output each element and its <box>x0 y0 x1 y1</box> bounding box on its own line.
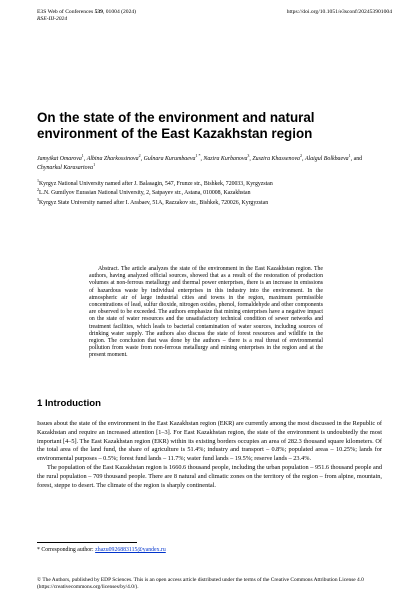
abstract-text: Abstract. The article analyzes the state of the environment in the East Kazakhstan region. The authors, having analyzed official sources, showed that as a result of the restoration of production volumes at non-ferrous metallurgy and thermal power enterprises, there is an increase in emissions of hazardous waste by individual enterprises in this industry into the environment. In the atmospheric air of large industrial cities and towns in the region, maximum permissible concentrations of lead, sulfur dioxide, nitrogen oxides, phenol, formaldehyde and other components are observed to be exceeded. The authors emphasize that mining enterprises have a negative impact on the state of water resources and the unsatisfactory technical condition of sewer networks and treatment facilities, which leads to bacterial contamination of water sources, including sources of drinking water supply. The authors also discuss the state of forest resources and wildlife in the region. The conclusion that was done by the authors – there is a real threat of environmental pollution from waste from non-ferrous metallurgy and mining enterprises in the region and at the present moment. <box>89 266 323 359</box>
author-name: Gulnara Kurumbaeva <box>143 156 196 162</box>
author-separator: , and <box>350 156 363 162</box>
author-name: Jamyikat Omarova <box>37 156 82 162</box>
author-affil-mark: 1 * <box>195 153 201 159</box>
author-affil-mark: 3 <box>247 153 250 159</box>
body-text <box>37 420 382 490</box>
section-title: 1 Introduction <box>37 398 101 409</box>
author-email-link[interactable]: zhazu0926883115@yandex.ru <box>95 547 166 553</box>
affiliation <box>37 187 382 197</box>
doi-link[interactable]: https://doi.org/10.1051/e3sconf/202453901004 <box>286 9 392 15</box>
author-name: Albina Zharkossinova <box>86 156 139 162</box>
affiliation-mark: 2 <box>37 187 39 193</box>
author-separator: , <box>249 156 253 162</box>
author-list <box>37 155 382 173</box>
conference-code: RSE-III-2024 <box>37 16 68 22</box>
journal-citation: E3S Web of Conferences 539, 01004 (2024) <box>37 9 137 15</box>
author-affil-mark: 2 <box>300 153 302 159</box>
author-affil-mark: 1 <box>93 162 96 168</box>
affiliation-mark: 3 <box>37 196 39 202</box>
affiliation-text: Kyrgyz National University named after J. Balasagin, 547, Frunze str., Bishkek, 720033, Kyrgyzstan <box>39 181 273 187</box>
author-affil-mark: 2 <box>138 153 141 159</box>
affiliation-text: Kyrgyz State University named after I. Arabaev, 51A, Razzakov str., Bishkek, 720026, Kyrgyzstan <box>39 199 269 206</box>
paper-title: On the state of the environment and natural environment of the East Kazakhstan region <box>37 110 315 141</box>
author-name: Nazira Kurbanova <box>203 156 248 162</box>
affiliation <box>37 196 382 207</box>
author-name: Chynarkul Karasartova <box>37 165 94 171</box>
paragraph: Issues about the state of the environment in the East Kazakhstan region (EKR) are currently among the most discussed in the Republic of Kazakhstan and require an increased attention [1–3]. For East Kazakhstan region, the state of the environment is undoubtedly the most important [4–5]. The East Kazakhstan region (EKR) within its existing borders occupies an area of 282.3 thousand square kilometers. Of the total area of the land fund, the share of agriculture is 51.4%; industry and transport – 0.8%; populated areas – 10.25%; lands for environmental purposes – 0.5%; forest fund lands – 11.7%; water fund lands – 19.5%; reserve lands – 23.4%. <box>37 420 382 463</box>
author-affil-mark: 1 <box>348 153 351 159</box>
affiliation <box>37 178 382 188</box>
corresponding-author-footnote: * Corresponding author: zhazu0926883115@yandex.ru <box>37 547 166 553</box>
page-header <box>37 9 392 23</box>
author-separator: , <box>302 156 305 162</box>
license-notice: © The Authors, published by EDP Sciences. This is an open access article distributed under the terms of the Creative Commons Attribution License 4.0 (https://creativecommons.org/licenses/by/4.0/). <box>37 577 364 590</box>
author-affil-mark: 1 <box>81 153 84 159</box>
footnote-divider <box>37 542 137 543</box>
affiliation-list <box>37 178 382 209</box>
author-name: Zuszira Khassenova <box>252 156 300 162</box>
author-name: Alaigul Bolkbaeva <box>304 156 349 162</box>
paragraph: The population of the East Kazakhstan region is 1660.6 thousand people, including the urban population – 951.6 thousand people and the rural population – 709 thousand people. There are 8 natural and climatic zones on the territory of the region – from alpine, mountain, forest, steppe to desert. The climate of the region is sharply continental. <box>37 463 382 489</box>
affiliation-mark: 1 <box>37 178 39 184</box>
author-separator: , <box>200 156 204 162</box>
abstract <box>89 266 323 360</box>
affiliation-text: L.N. Gumilyov Eurasian National University, 2, Satpayev str., Astana, 010008, Kazakhstan <box>39 190 251 197</box>
author-separator: , <box>140 156 144 162</box>
author-separator: , <box>83 156 87 162</box>
